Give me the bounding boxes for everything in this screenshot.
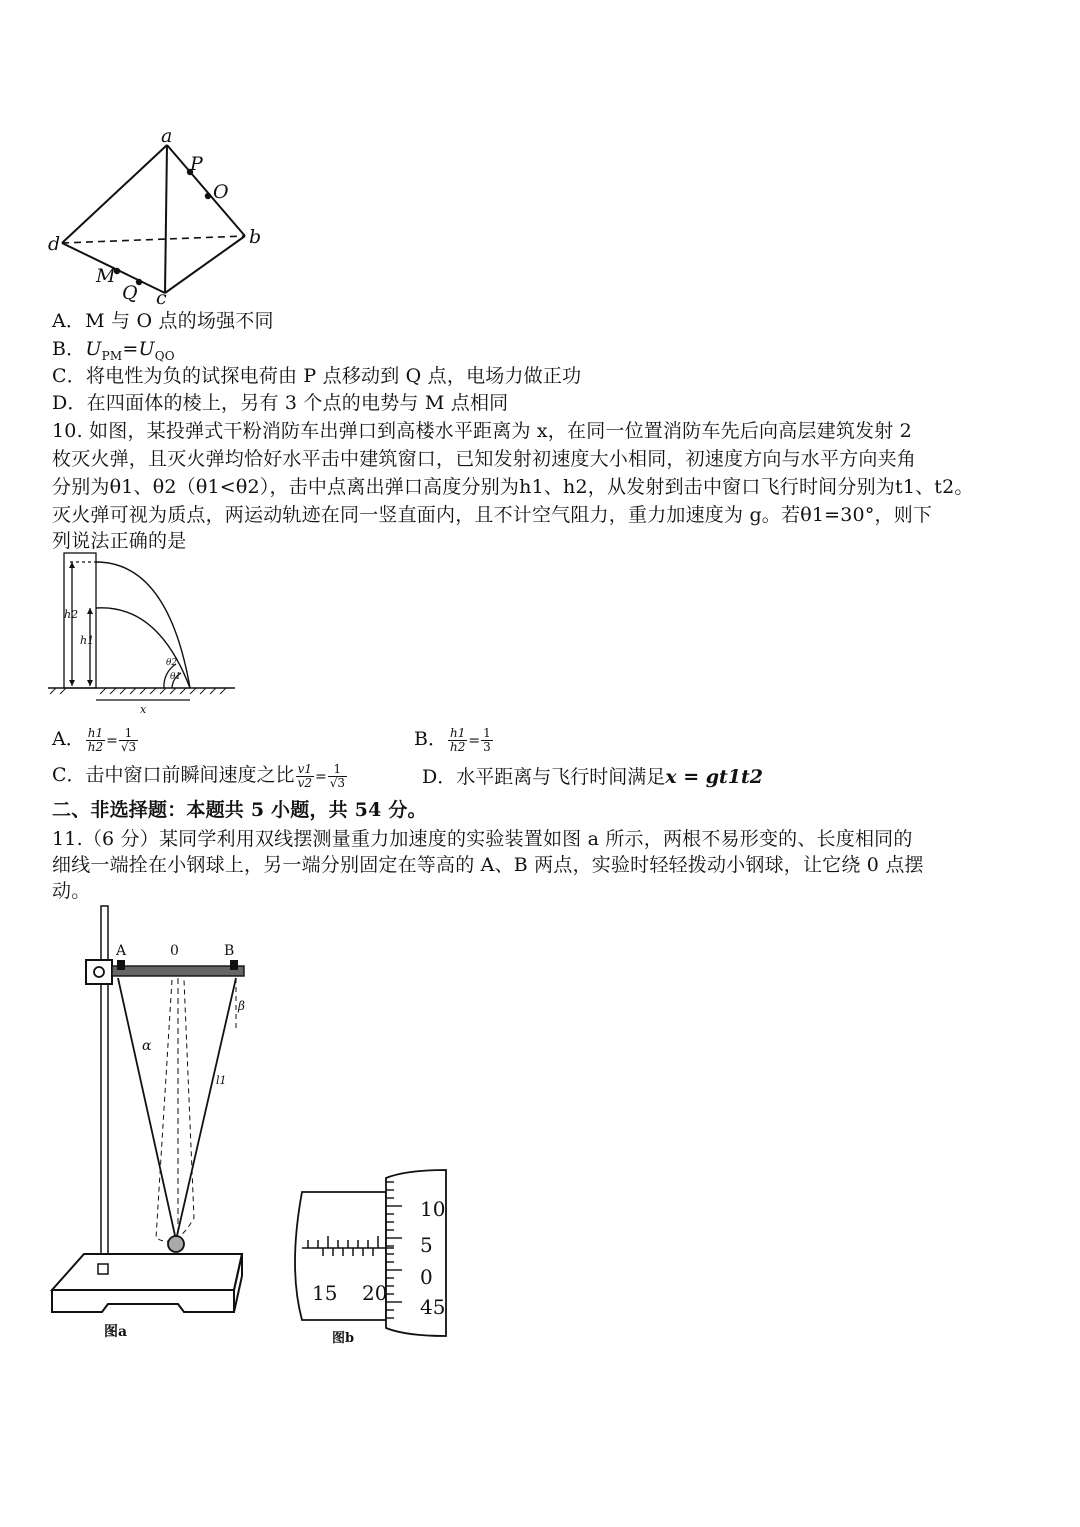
q10-option-b: B． $\frac{h1}{h2}$ = $\frac{1}{3}$ — [414, 725, 491, 754]
label-a: a — [161, 128, 173, 147]
figure-b-caption: 图b — [332, 1331, 355, 1346]
q10-option-a: A． $\frac{h1}{h2}$ = $\frac{1}{√3}$ — [52, 725, 137, 754]
label-h2: h2 — [64, 608, 79, 621]
label-h1: h1 — [80, 634, 95, 647]
label-b: b — [249, 226, 262, 248]
thimble-5: 5 — [420, 1233, 433, 1257]
q10-option-c: C．击中窗口前瞬间速度之比 $\frac{v1}{v2}$ = $\frac{1}{√3}$ — [52, 761, 345, 790]
q11-line-1: 11.（6 分）某同学利用双线摆测量重力加速度的实验装置如图 a 所示，两根不易形变的、长度相同的 — [52, 828, 913, 850]
q10-line-3: 分别为θ1、θ2（θ1<θ2），击中点离出弹口高度分别为h1、h2，从发射到击中窗口飞行时间分别为t1、t2。 — [52, 476, 974, 498]
q10-line-4: 灭火弹可视为质点，两运动轨迹在同一竖直面内，且不计空气阻力，重力加速度为 g。若θ1=30°，则下 — [52, 504, 933, 526]
q9-option-a: A．M 与 O 点的场强不同 — [52, 310, 274, 332]
label-theta2: θ2 — [166, 658, 178, 668]
thimble-10: 10 — [420, 1197, 446, 1221]
label-x: x — [140, 703, 147, 716]
q10-line-2: 枚灭火弹，且灭火弹均恰好水平击中建筑窗口，已知发射初速度大小相同，初速度方向与水平方向夹角 — [52, 448, 917, 470]
label-alpha: α — [142, 1038, 152, 1054]
q9-option-d: D．在四面体的棱上，另有 3 个点的电势与 M 点相同 — [52, 392, 509, 414]
q9-option-b: B．$U_{PM}=U_{QO}$ — [52, 338, 175, 363]
label-B: B — [224, 943, 235, 959]
main-scale-15: 15 — [312, 1281, 338, 1305]
q10-option-d: D．水平距离与飞行时间满足x = gt1t2 — [422, 766, 764, 788]
tetrahedron-figure — [40, 128, 290, 306]
label-l1: l1 — [216, 1074, 227, 1087]
figure-a-caption: 图a — [104, 1324, 128, 1340]
q11-line-3: 动。 — [52, 880, 91, 902]
q10-line-1: 10. 如图，某投弹式干粉消防车出弹口到高楼水平距离为 x，在同一位置消防车先后向高层建筑发射 2 — [52, 420, 912, 442]
label-A: A — [116, 943, 127, 959]
label-theta1: θ1 — [170, 672, 182, 682]
point-O — [205, 193, 211, 199]
label-P: P — [190, 153, 203, 175]
projectile-figure — [40, 548, 250, 716]
q11-line-2: 细线一端拴在小钢球上，另一端分别固定在等高的 A、B 两点，实验时轻轻拨动小钢球，让它绕 0 点摆 — [52, 854, 924, 876]
label-d: d — [48, 233, 61, 255]
figure-b-micrometer — [286, 1168, 456, 1348]
label-O: O — [213, 181, 229, 203]
thimble-45: 45 — [420, 1295, 446, 1319]
q9-option-c: C．将电性为负的试探电荷由 P 点移动到 Q 点，电场力做正功 — [52, 365, 582, 387]
section-2-heading: 二、非选择题：本题共 5 小题，共 54 分。 — [52, 799, 427, 821]
label-beta: β — [238, 999, 245, 1013]
q10-line-5: 列说法正确的是 — [52, 530, 187, 552]
label-Q: Q — [122, 282, 138, 304]
figure-a-pendulum — [44, 900, 254, 1350]
label-M: M — [96, 265, 116, 287]
thimble-0: 0 — [420, 1265, 433, 1289]
main-scale-20: 20 — [362, 1281, 388, 1305]
label-c: c — [156, 287, 167, 306]
label-O: 0 — [170, 943, 179, 959]
